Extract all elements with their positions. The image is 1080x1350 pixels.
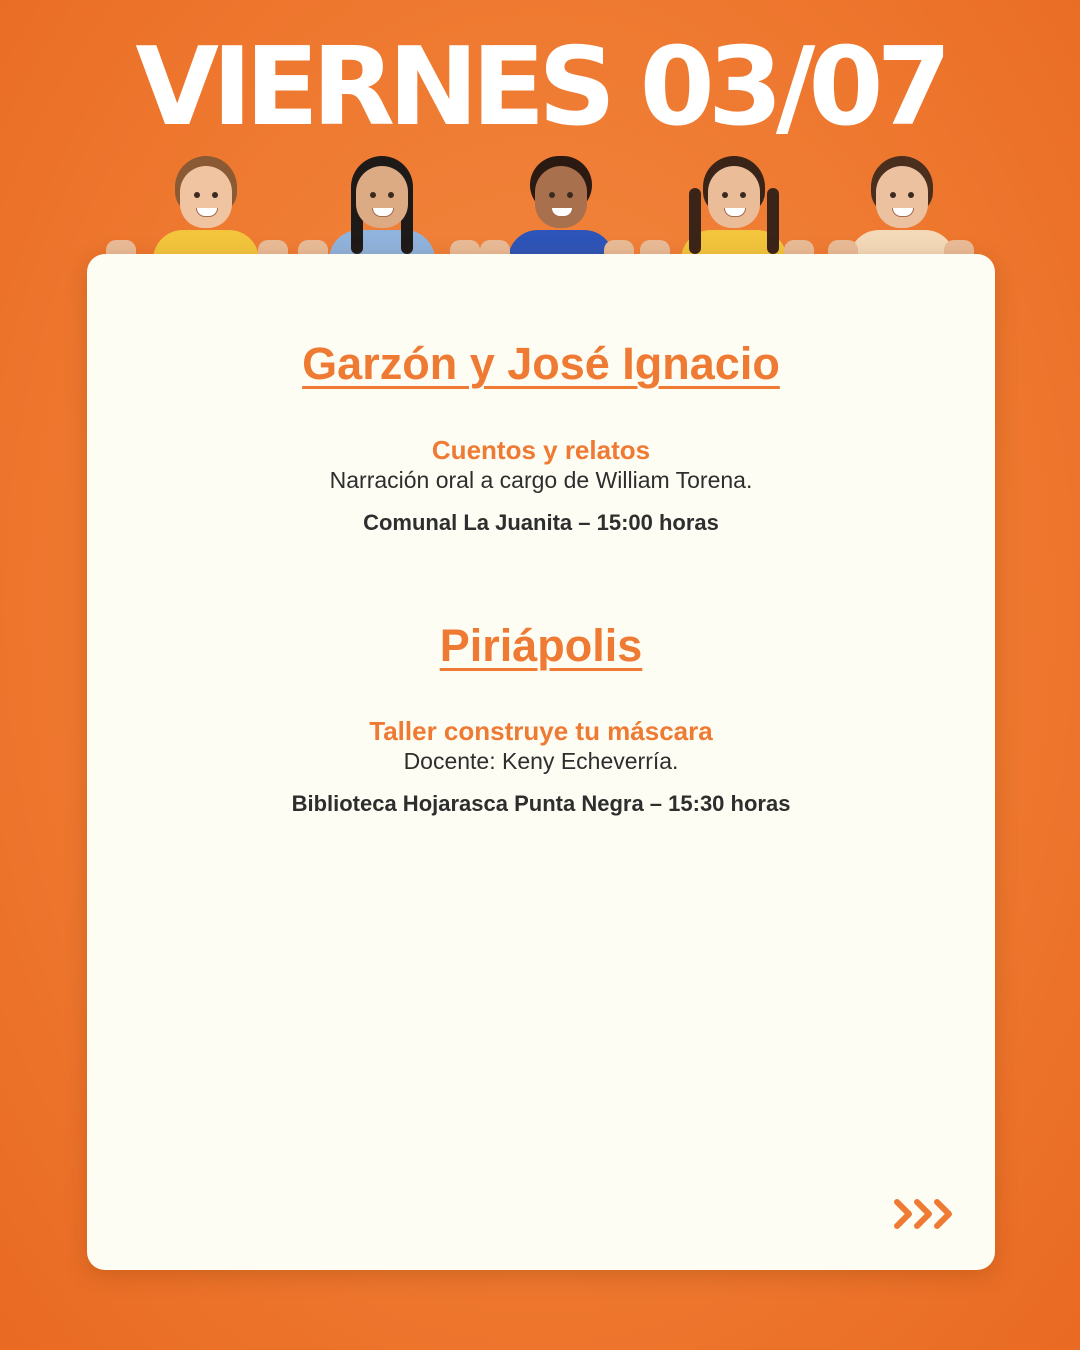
schedule-card — [87, 254, 995, 1270]
child-1 — [141, 148, 271, 260]
event-description: Narración oral a cargo de William Torena. — [329, 467, 753, 493]
child-2 — [317, 148, 447, 260]
children-illustration — [0, 148, 1080, 268]
triple-chevron-right-icon[interactable] — [893, 1194, 963, 1234]
event-venue-time: Biblioteca Hojarasca Punta Negra – 15:30 horas — [291, 791, 791, 816]
event-venue-time: Comunal La Juanita – 15:00 horas — [363, 510, 719, 535]
location-title: Piriápolis — [439, 620, 643, 671]
location-title: Garzón y José Ignacio — [302, 338, 780, 389]
event-title: Cuentos y relatos — [431, 435, 651, 465]
event-description: Docente: Keny Echeverría. — [403, 748, 679, 774]
child-4 — [669, 148, 799, 260]
event-title: Taller construye tu máscara — [369, 716, 713, 746]
page-title: VIERNES 03/07 — [135, 25, 945, 150]
